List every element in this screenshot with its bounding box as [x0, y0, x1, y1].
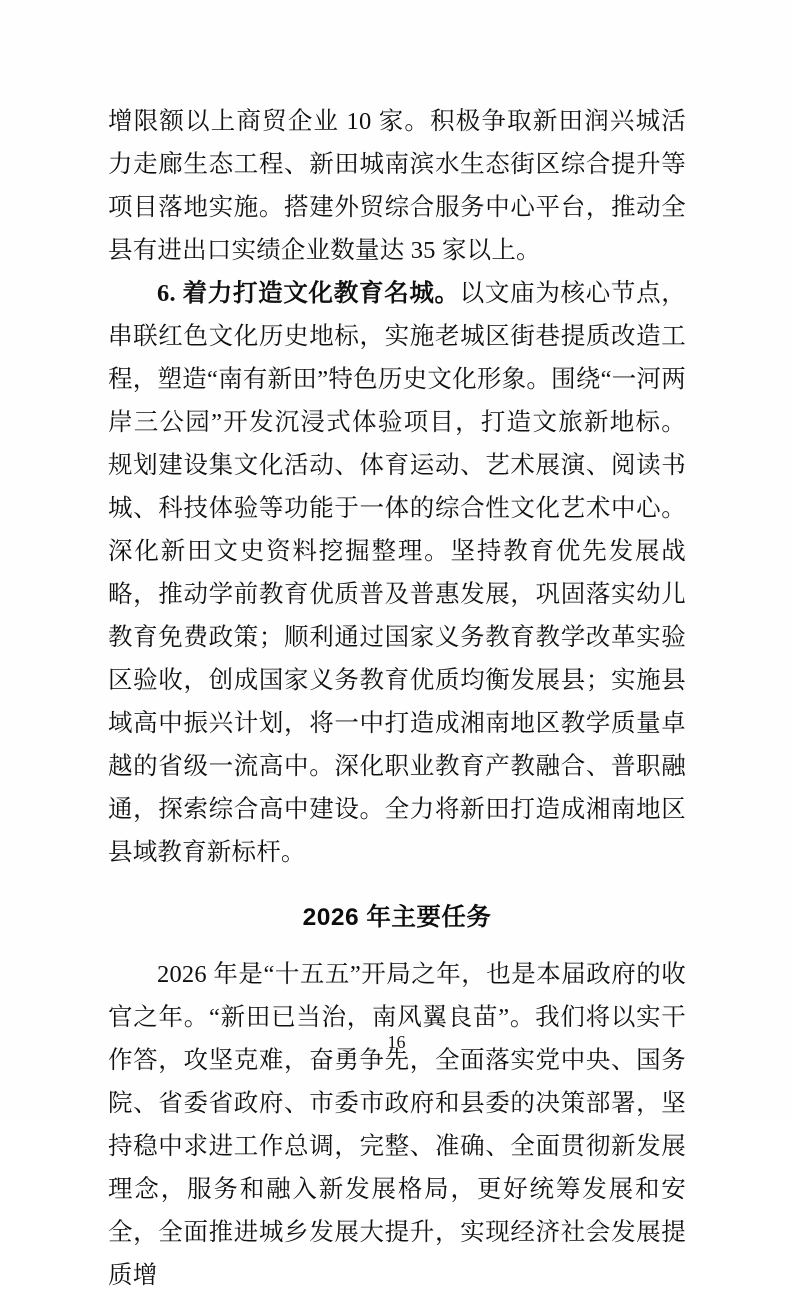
paragraph-continuation: 增限额以上商贸企业 10 家。积极争取新田润兴城活力走廊生态工程、新田城南滨水生态街区综合提升等项目落地实施。搭建外贸综合服务中心平台，推动全县有进出口实绩企业数量达 35 家以上。 [108, 108, 686, 264]
page-number: 16 [387, 1032, 406, 1052]
paragraph-2026-intro: 2026 年是“十五五”开局之年，也是本届政府的收官之年。“新田已当治，南风翼良苗”。我们将以实干作答，攻坚克难，奋勇争先，全面落实党中央、国务院、省委省政府、市委市政府和县委的决策部署，坚持稳中求进工作总调，完整、准确、全面贯彻新发展理念，服务和融入新发展格局，更好统筹发展和安全，全面推进城乡发展大提升，实现经济社会发展提质增 [108, 961, 686, 1289]
section-6-body: 以文庙为核心节点，串联红色文化历史地标，实施老城区街巷提质改造工程，塑造“南有新田”特色历史文化形象。围绕“一河两岸三公园”开发沉浸式体验项目，打造文旅新地标。规划建设集文化活动、体育运动、艺术展演、阅读书城、科技体验等功能于一体的综合性文化艺术中心。深化新田文史资料挖掘整理。坚持教育优先发展战略，推动学前教育优质普及普惠发展，巩固落实幼儿教育免费政策；顺利通过国家义务教育教学改革实验区验收，创成国家义务教育优质均衡发展县；实施县域高中振兴计划，将一中打造成湘南地区教学质量卓越的省级一流高中。深化职业教育产教融合、普职融通，探索综合高中建设。全力将新田打造成湘南地区县域教育新标杆。 [108, 280, 686, 866]
section-6-lead: 6. 着力打造文化教育名城。 [157, 280, 460, 307]
page-content [108, 100, 686, 1297]
paragraph-section-6 [108, 272, 686, 874]
page-heading-2026-tasks: 2026 年主要任务 [302, 904, 492, 931]
